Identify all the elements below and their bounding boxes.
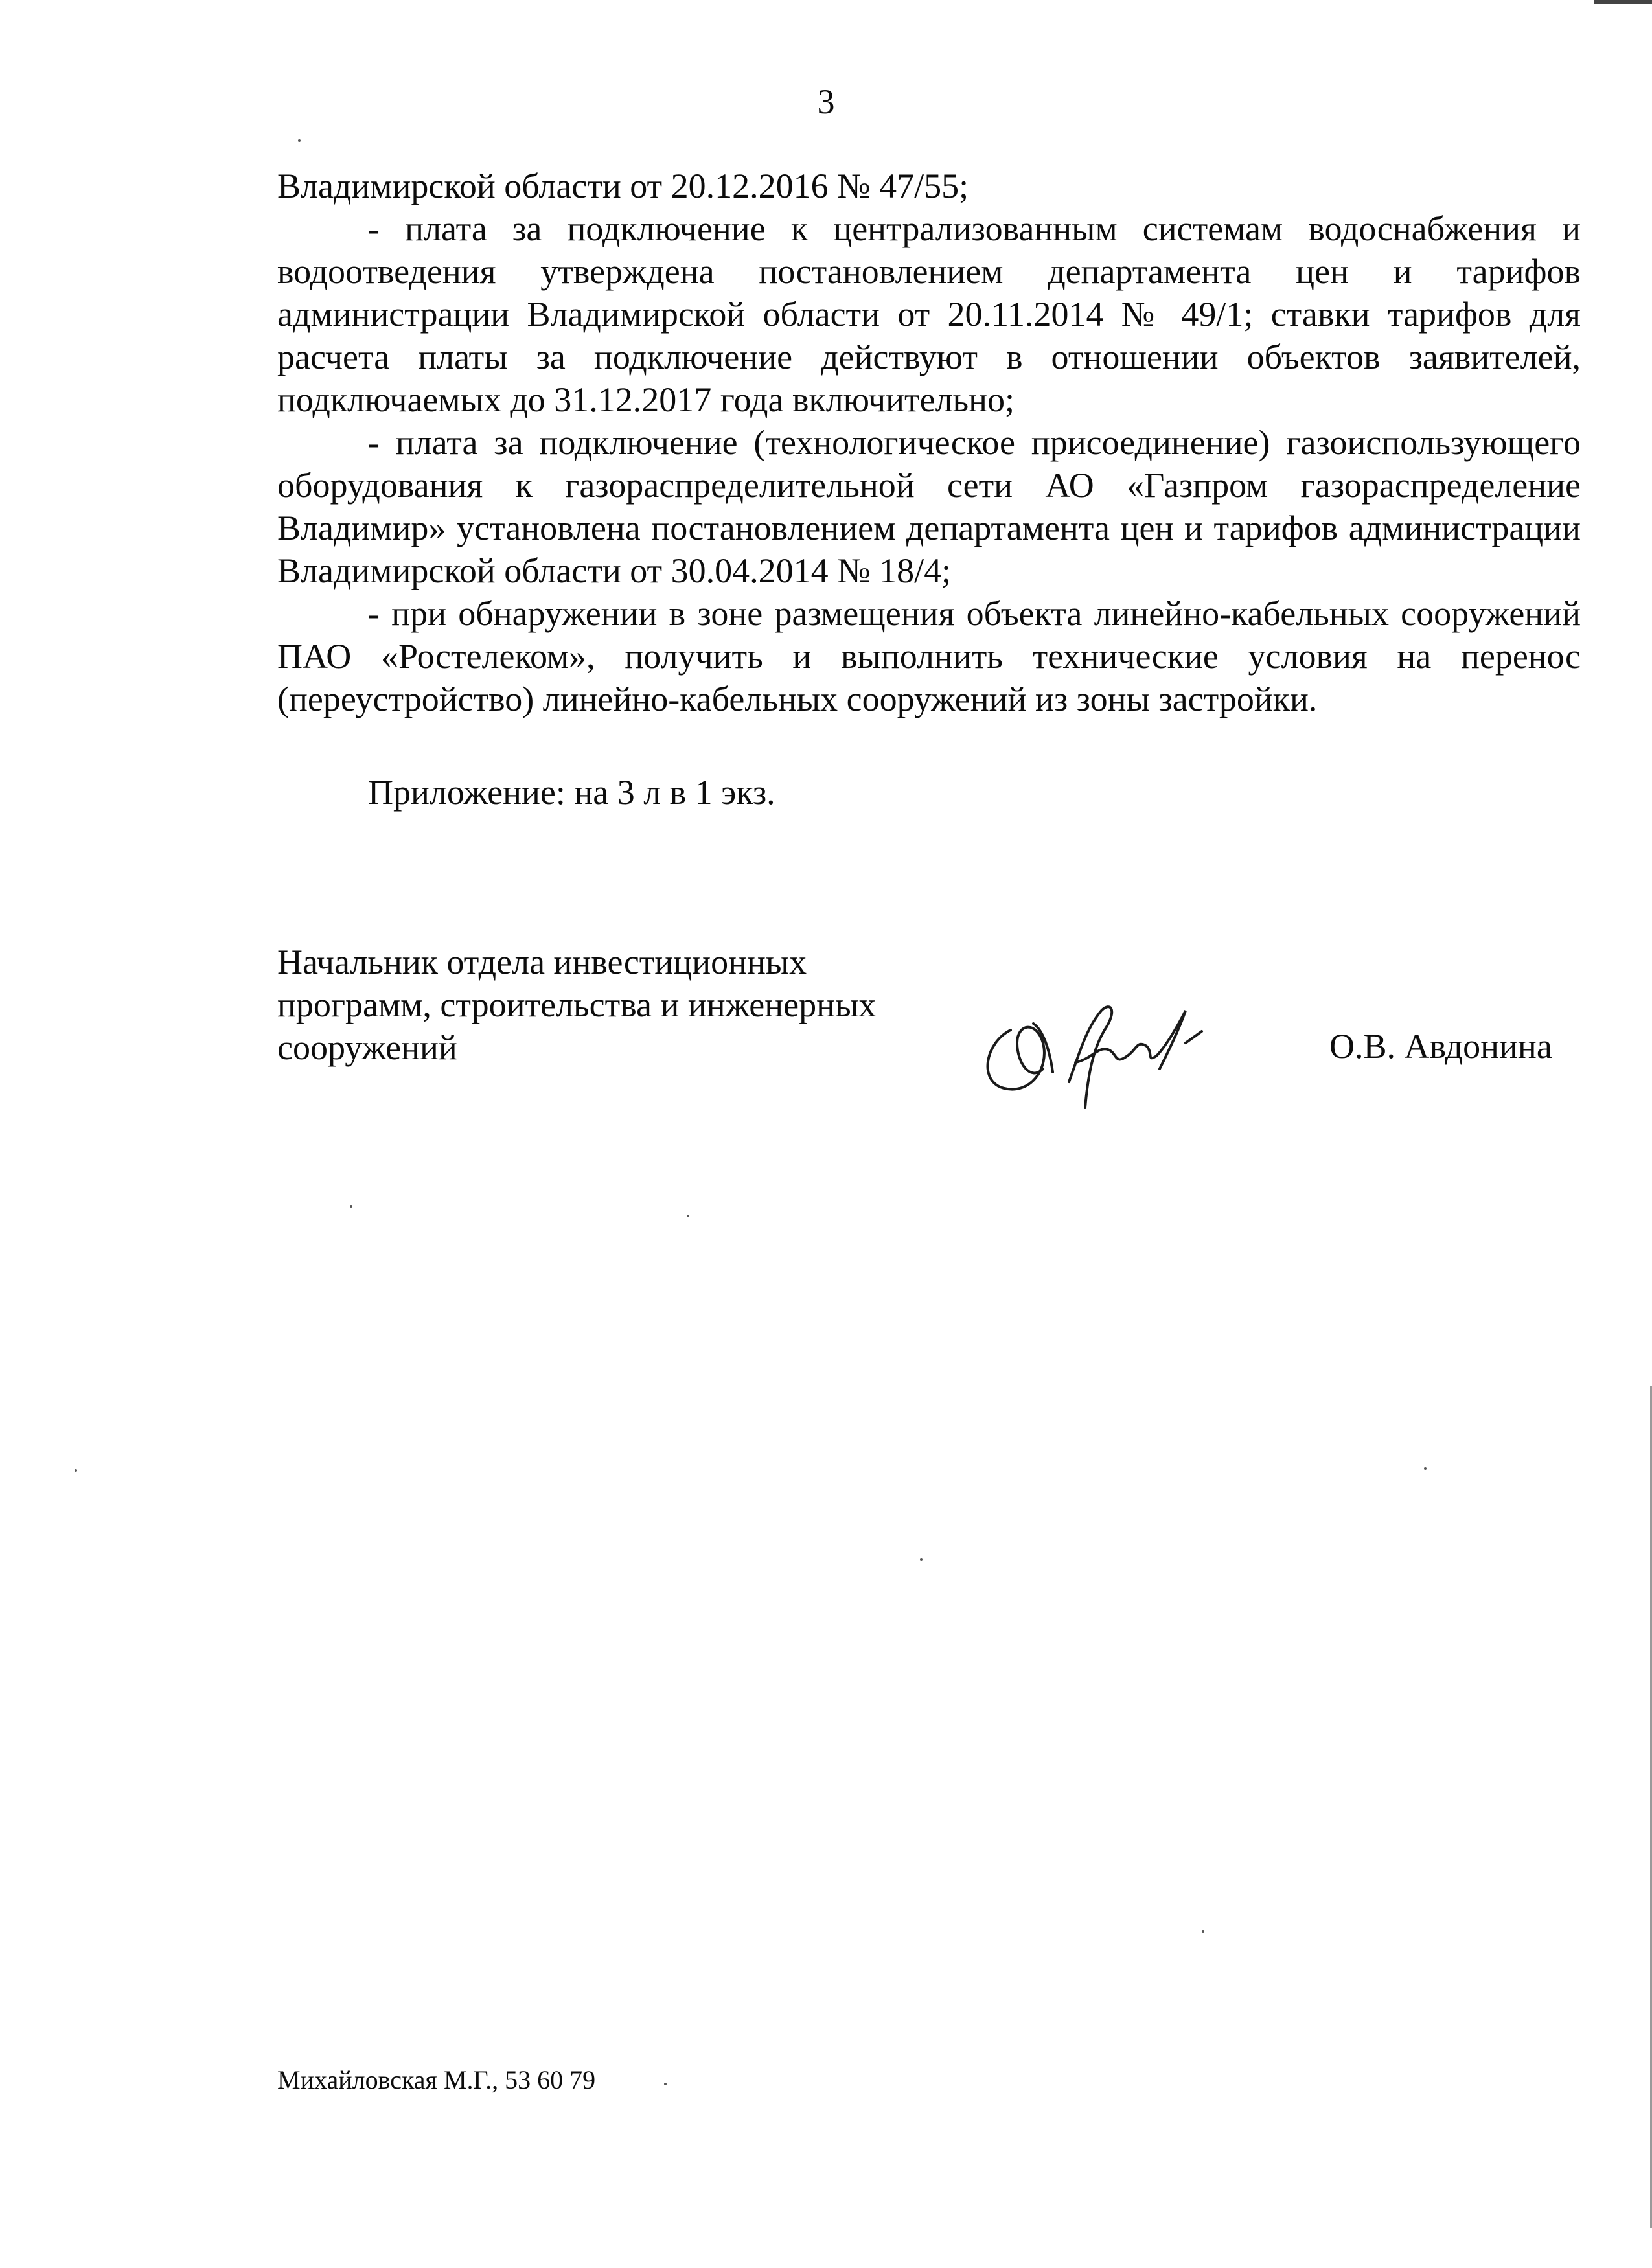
handwritten-signature xyxy=(972,985,1218,1114)
executor-contact: Михайловская М.Г., 53 60 79 xyxy=(277,2065,596,2094)
scan-speck xyxy=(75,1469,77,1472)
scan-speck xyxy=(687,1215,689,1217)
paragraph-continuation: Владимирской области от 20.12.2016 № 47/55; xyxy=(277,166,969,205)
signer-title: Начальник отдела инвестиционных программ, строительства и инженерных сооружений xyxy=(277,943,877,1067)
paragraph-gas-connection-fee: - плата за подключение (технологическое присоединение) газоиспользующего оборудования к газораспределительной сети АО «Газпром газораспределение Владимир» установлена постановлением департамента цен и тарифов администрации Владимирской области от 30.04.2014 № 18/4; xyxy=(277,423,1581,590)
appendix-note: Приложение: на 3 л в 1 экз. xyxy=(368,773,775,812)
scan-speck xyxy=(298,139,301,142)
page-number: 3 xyxy=(817,82,835,121)
document-body xyxy=(277,165,1581,720)
scan-speck xyxy=(664,2083,667,2085)
paragraph-water-connection-fee: - плата за подключение к централизованным системам водоснабжения и водоотведения утверждена постановлением департамента цен и тарифов администрации Владимирской области от 20.11.2014 № 49/1; ставки тарифов для расчета платы за подключение действуют в отношении объектов заявителей, подключаемых до 31.12.2017 года включительно; xyxy=(277,209,1581,419)
scan-speck xyxy=(1424,1467,1427,1470)
signer-name: О.В. Авдонина xyxy=(1329,1027,1552,1066)
scan-speck xyxy=(350,1205,352,1208)
paragraph-rostelecom-cables: - при обнаружении в зоне размещения объекта линейно-кабельных сооружений ПАО «Ростелеком», получить и выполнить технические условия на перенос (переустройство) линейно-кабельных сооружений из зоны застройки. xyxy=(277,594,1581,718)
scan-speck xyxy=(1202,1930,1204,1933)
scan-edge-mark xyxy=(1594,0,1652,4)
scan-speck xyxy=(920,1558,923,1561)
